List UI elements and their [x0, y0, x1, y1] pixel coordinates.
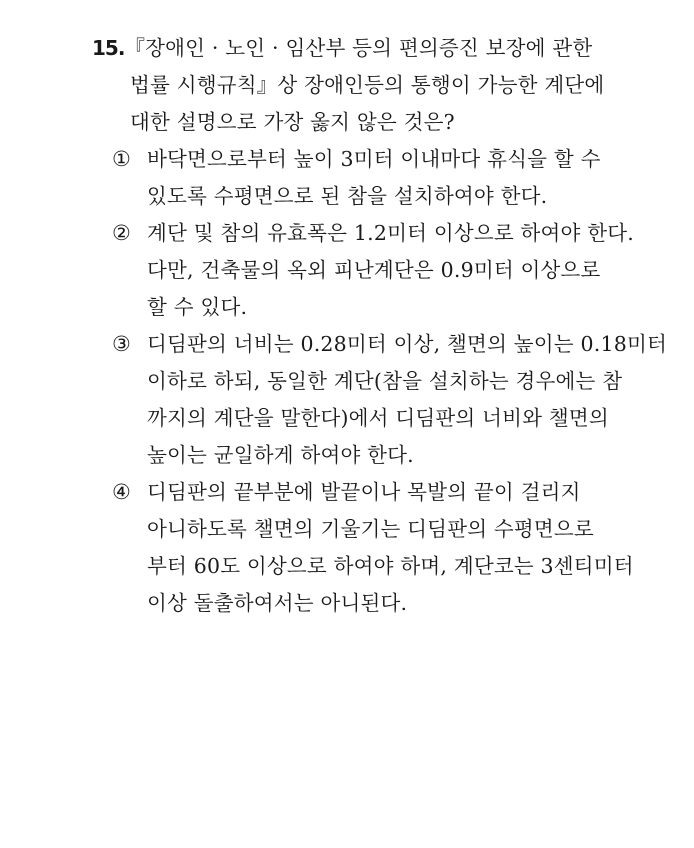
choice-line: 아니하도록 챌면의 기울기는 디딤판의 수평면으로 — [147, 517, 594, 541]
question-stem-text: 『장애인 · 노인 · 임산부 등의 편의증진 보장에 관한 — [124, 36, 593, 60]
choice-marker: ① — [112, 147, 131, 171]
choice-line: 있도록 수평면으로 된 참을 설치하여야 한다. — [147, 184, 548, 208]
choice-line: 이하로 하되, 동일한 계단(참을 설치하는 경우에는 참 — [147, 369, 623, 393]
choice-line: 디딤판의 끝부분에 발끝이나 목발의 끝이 걸리지 — [147, 480, 581, 504]
choice-line: 이상 돌출하여서는 아니된다. — [147, 591, 408, 615]
choice-4 — [92, 474, 662, 622]
choice-2 — [92, 215, 662, 326]
choice-marker: ④ — [112, 480, 131, 504]
question-15 — [92, 30, 667, 622]
question-number: 15. — [92, 36, 125, 60]
choice-line: 바닥면으로부터 높이 3미터 이내마다 휴식을 할 수 — [147, 147, 601, 171]
choice-line: 계단 및 참의 유효폭은 1.2미터 이상으로 하여야 한다. — [147, 221, 634, 245]
choice-line: 부터 60도 이상으로 하여야 하며, 계단코는 3센티미터 — [147, 554, 634, 578]
choice-line: 높이는 균일하게 하여야 한다. — [147, 443, 414, 467]
choice-marker: ③ — [112, 332, 131, 356]
question-stem-line-2: 법률 시행규칙』상 장애인등의 통행이 가능한 계단에 — [130, 73, 605, 97]
choice-line: 다만, 건축물의 옥외 피난계단은 0.9미터 이상으로 — [147, 258, 601, 282]
question-stem-line-3: 대한 설명으로 가장 옳지 않은 것은? — [130, 110, 455, 134]
choice-line: 까지의 계단을 말한다)에서 디딤판의 너비와 챌면의 — [147, 406, 609, 430]
choice-3 — [92, 326, 667, 474]
question-stem-line-1 — [92, 30, 662, 67]
choice-marker: ② — [112, 221, 131, 245]
choice-line: 할 수 있다. — [147, 295, 248, 319]
choice-1 — [92, 141, 662, 215]
choice-line: 디딤판의 너비는 0.28미터 이상, 챌면의 높이는 0.18미터 — [147, 332, 667, 356]
